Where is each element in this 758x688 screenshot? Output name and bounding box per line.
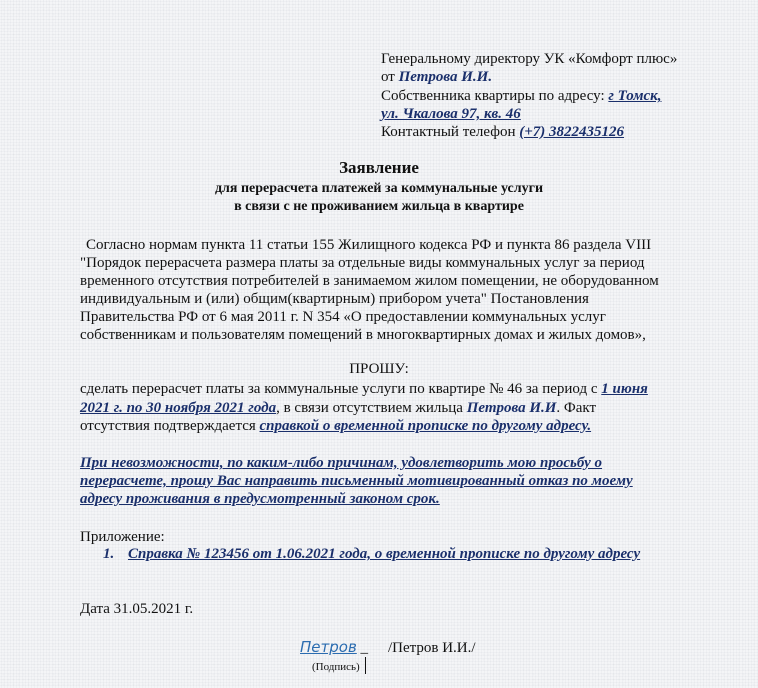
period-end: 2021 г. по 30 ноября 2021 года	[80, 400, 277, 416]
signature-line	[300, 638, 368, 657]
handwritten-signature: Петров	[300, 638, 357, 656]
sender-name: Петрова И.И.	[398, 69, 493, 85]
address-city: г Томск,	[608, 88, 662, 104]
phone-number: (+7) 3822435126	[519, 124, 625, 140]
address-street-line	[381, 105, 521, 124]
signature-blank: _	[356, 640, 369, 656]
refusal-line: перерасчете, прошу Вас направить письменный мотивированный отказ по моему	[80, 473, 633, 489]
request-heading: ПРОШУ:	[349, 361, 409, 377]
legal-basis-line: временного отсутствия потребителей в занимаемом жилом помещении, не оборудованном	[80, 273, 659, 289]
owner-address-line	[381, 87, 662, 106]
legal-basis-line: Согласно нормам пункта 11 статьи 155 Жилищного кодекса РФ и пункта 86 раздела VIII	[86, 237, 652, 253]
attachment-item: Справка № 123456 от 1.06.2021 года, о временной прописке по другому адресу	[128, 546, 641, 562]
request-line-2	[80, 399, 596, 418]
legal-basis-line: "Порядок перерасчета размера платы за отдельные виды коммунальных услуг за период	[80, 255, 645, 271]
document-title: Заявление	[339, 158, 419, 177]
recipient-line: Генеральному директору УК «Комфорт плюс»	[381, 51, 678, 67]
attachment-number: 1.	[103, 546, 115, 562]
request-text: сделать перерасчет платы за коммунальные услуги по квартире № 46 за период с	[80, 381, 602, 397]
date-line: Дата 31.05.2021 г.	[80, 601, 194, 617]
subtitle-line-2: в связи с не проживанием жильца в квартире	[234, 199, 524, 214]
signer-name: /Петров И.И./	[388, 640, 476, 656]
text-cursor	[365, 657, 366, 674]
request-line-1	[80, 380, 648, 399]
phone-prefix: Контактный телефон	[381, 124, 520, 140]
attachment-heading: Приложение:	[80, 529, 165, 545]
proof-document: справкой о временной прописке по другому адресу.	[259, 418, 592, 434]
refusal-line: При невозможности, по каким-либо причинам, удовлетворить мою просьбу о	[80, 455, 603, 471]
subtitle-line-1: для перерасчета платежей за коммунальные услуги	[214, 181, 544, 196]
sender-prefix: от	[381, 69, 399, 85]
request-line-3	[80, 417, 591, 436]
address-street: ул. Чкалова 97, кв. 46	[381, 106, 521, 122]
period-start: 1 июня	[601, 381, 648, 397]
legal-basis-line: собственникам и пользователям помещений в многоквартирных домах и жилых домов»,	[80, 327, 646, 343]
owner-prefix: Собственника квартиры по адресу:	[381, 88, 609, 104]
refusal-line: адресу проживания в предусмотренный законом срок.	[80, 491, 440, 507]
signature-caption: (Подпись)	[312, 661, 360, 673]
request-text: . Факт	[556, 400, 597, 416]
request-text: отсутствия подтверждается	[80, 418, 260, 434]
legal-basis-line: Правительства РФ от 6 мая 2011 г. N 354 «О предоставлении коммунальных услуг	[80, 309, 606, 325]
phone-line	[381, 123, 624, 142]
resident-name: Петрова И.И	[466, 400, 557, 416]
request-text: , в связи отсутствием жильца	[276, 400, 467, 416]
sender-line	[381, 68, 492, 87]
legal-basis-line: индивидуальным и (или) общим(квартирным) прибором учета" Постановления	[80, 291, 589, 307]
